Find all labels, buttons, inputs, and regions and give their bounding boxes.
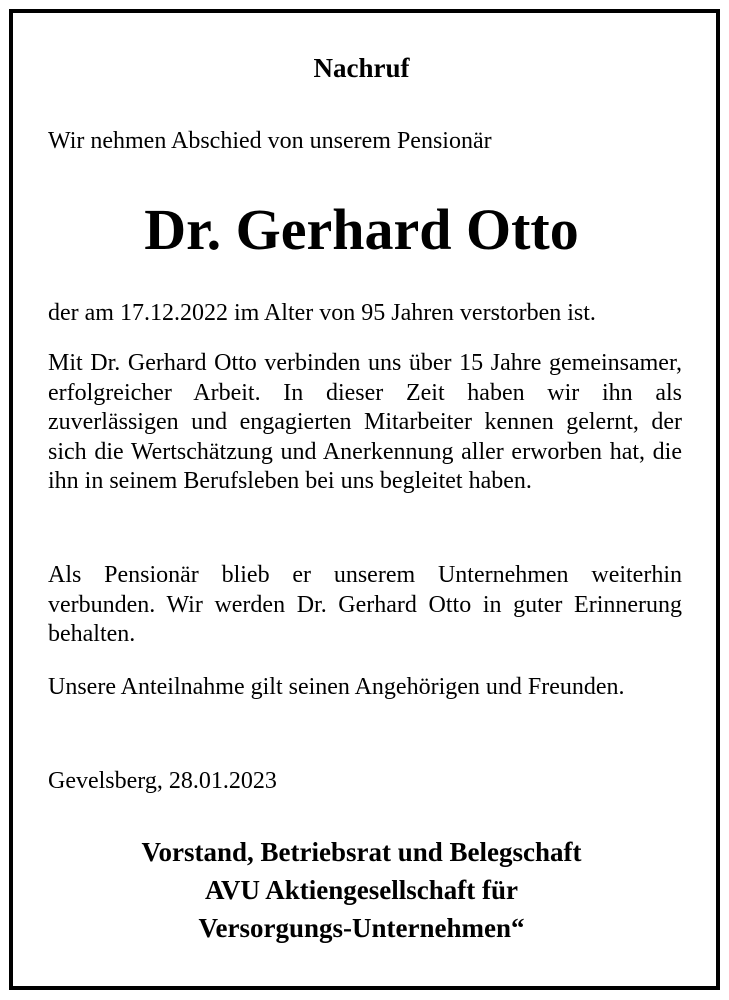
condolence-paragraph: Unsere Anteilnahme gilt seinen Angehörigen und Freunden. [48,674,625,700]
signature-line: AVU Aktiengesellschaft für [205,875,518,905]
place-date: Gevelsberg, 28.01.2023 [48,768,277,794]
signature-line: Versorgungs-Unternehmen“ [198,913,525,943]
signature-block [39,833,684,947]
career-paragraph: Mit Dr. Gerhard Otto verbinden uns über 15 Jahre gemeinsamer, erfolgreicher Arbeit. In dieser Zeit haben wir ihn als zuverlässigen und engagierten Mitarbeiter kennen gelernt, der sich die Wertschätzung und Anerkennung aller erworben hat, die ihn in seinem Berufsleben bei uns begleitet haben. [48,350,682,494]
retirement-paragraph: Als Pensionär blieb er unserem Unternehmen weiterhin verbunden. Wir werden Dr. Gerhard Otto in guter Erinnerung behalten. [48,562,682,647]
intro-line: Wir nehmen Abschied von unserem Pensionär [48,128,492,154]
deceased-name: Dr. Gerhard Otto [144,197,579,262]
signature-line: Vorstand, Betriebsrat und Belegschaft [141,837,582,867]
notice-heading: Nachruf [313,53,410,83]
death-paragraph: der am 17.12.2022 im Alter von 95 Jahren verstorben ist. [48,300,596,326]
